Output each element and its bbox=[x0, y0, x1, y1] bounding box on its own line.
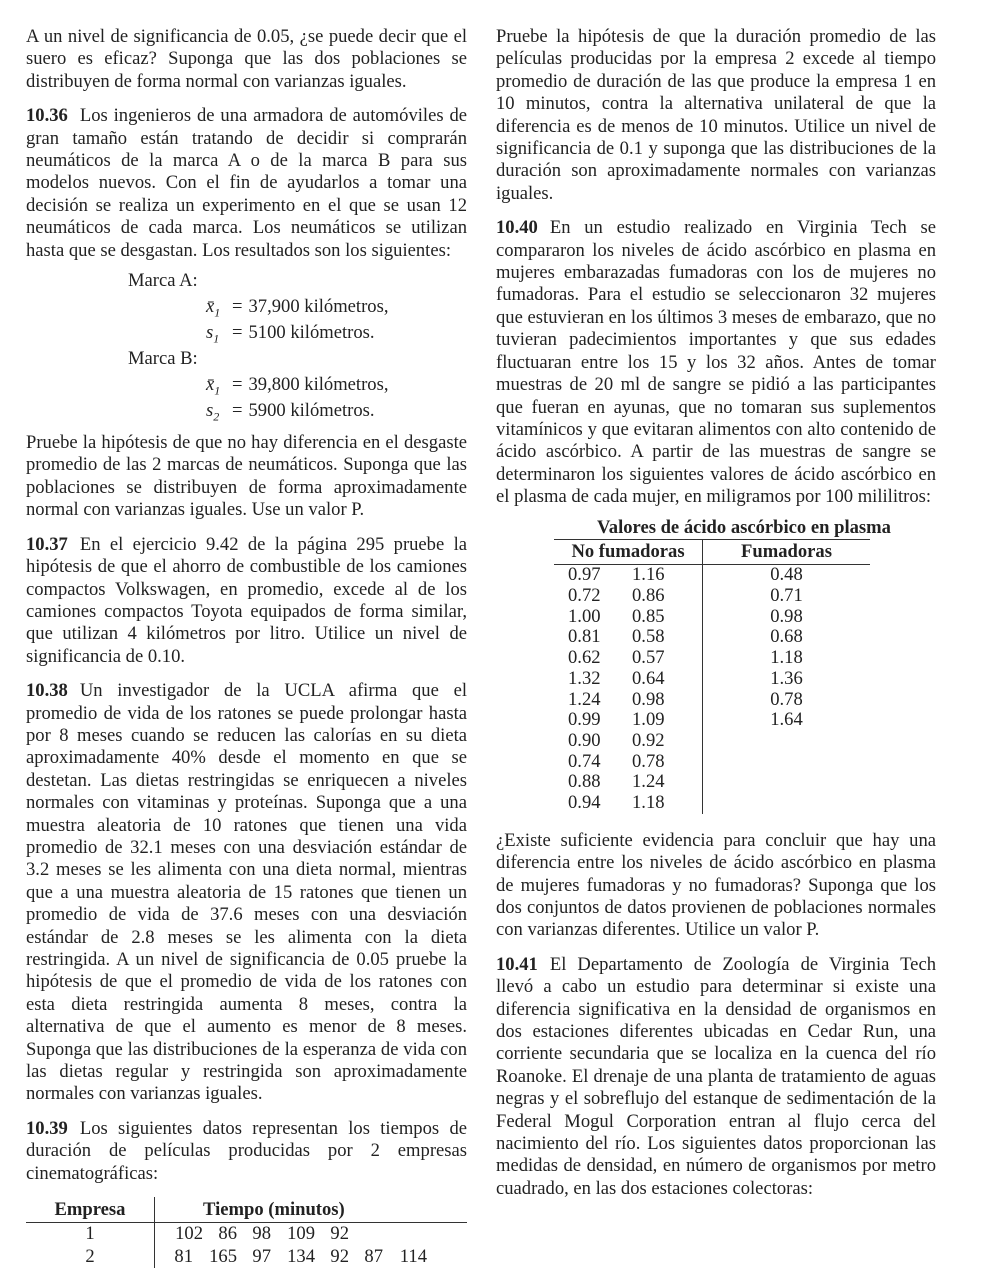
smoker-value: 1.18 bbox=[770, 647, 803, 669]
exercise-number: 10.38 bbox=[26, 680, 68, 702]
smoker-value: 0.98 bbox=[770, 605, 803, 627]
exercise-10-36 bbox=[26, 105, 467, 262]
nonsmoker-value: 1.09 bbox=[632, 709, 665, 731]
nonsmoker-value: 0.97 bbox=[568, 564, 601, 586]
ascorbic-acid-table bbox=[554, 539, 870, 814]
smoker-value bbox=[703, 772, 871, 793]
exercise-10-39 bbox=[26, 1118, 467, 1185]
nonsmoker-value: 1.16 bbox=[632, 564, 665, 586]
intro-paragraph: A un nivel de significancia de 0.05, ¿se puede decir que el suero es eficaz? Suponga que las dos poblaciones se distribuyen de forma normal con varianzas iguales. bbox=[26, 26, 467, 92]
nonsmoker-value: 0.57 bbox=[632, 647, 665, 669]
time-value: 86 bbox=[218, 1223, 237, 1245]
column-header-time: Tiempo (minutos) bbox=[155, 1197, 468, 1223]
table-row bbox=[554, 731, 870, 752]
smoker-value: 1.64 bbox=[770, 709, 803, 731]
exercise-number: 10.37 bbox=[26, 533, 68, 555]
table-row bbox=[554, 690, 870, 711]
nonsmoker-cell bbox=[554, 772, 703, 793]
smoker-value: 1.36 bbox=[770, 667, 803, 689]
exercise-text: Los ingenieros de una armadora de automóviles de gran tamaño están tratando de decidir si comprarán neumáticos de la marca A o de la marca B para sus modelos nuevos. Con el fin de ayudarlos a tomar una decisión se realiza un experimento en el que se usan 12 neumáticos de cada marca. Los neumáticos se utilizan hasta que se desgastan. Los resultados son los siguientes: bbox=[26, 105, 467, 261]
exercise-text: El Departamento de Zoología de Virginia Tech llevó a cabo un estudio para determinar si existe una diferencia significativa en la densidad de organismos en dos estaciones diferentes ubicadas en Cedar Run, una corriente secundaria que se localiza en la cuenca del río Roanoke. El drenaje de una planta de tratamiento de aguas negras y el sobreflujo del estanque de sedimentación de la Federal Mogul Corporation entran al flujo cerca del nacimiento del río. Los siguientes datos proporcionan las medidas de densidad, en número de organismos por metro cuadrado, en las dos estaciones colectoras: bbox=[496, 953, 936, 1199]
times-cell bbox=[155, 1246, 468, 1268]
column-header-smokers: Fumadoras bbox=[703, 539, 871, 564]
nonsmoker-value: 0.90 bbox=[568, 729, 601, 751]
exercise-10-40 bbox=[496, 217, 936, 508]
nonsmoker-value: 0.64 bbox=[632, 667, 665, 689]
nonsmoker-value: 0.74 bbox=[568, 750, 601, 772]
nonsmoker-value: 1.24 bbox=[568, 688, 601, 710]
time-value: 87 bbox=[364, 1245, 383, 1267]
table-row bbox=[554, 648, 870, 669]
nonsmoker-cell bbox=[554, 690, 703, 711]
nonsmoker-cell bbox=[554, 793, 703, 814]
nonsmoker-value: 0.72 bbox=[568, 585, 601, 607]
nonsmoker-value: 1.32 bbox=[568, 667, 601, 689]
time-value: 98 bbox=[252, 1223, 271, 1245]
right-column bbox=[496, 26, 936, 1200]
time-value: 134 bbox=[287, 1245, 315, 1267]
time-value: 165 bbox=[209, 1245, 237, 1267]
nonsmoker-cell bbox=[554, 586, 703, 607]
smoker-value: 0.68 bbox=[770, 626, 803, 648]
exercise-text: Un investigador de la UCLA afirma que el promedio de vida de los ratones se puede prolongar hasta por 8 meses cuando se reducen las calorías en su dieta aproximadamente 40% desde el momento en que se destetan. Las dietas restringidas se enriquecen a niveles normales con vitaminas y proteínas. Suponga que a una muestra aleatoria de 10 ratones que tienen una vida promedio de 32.1 meses con una desviación estándar de 3.2 meses se les alimenta con una dieta normal, mientras que a una muestra aleatoria de 15 ratones que tienen un promedio de vida de 37.6 meses con una desviación estándar de 2.8 meses se les alimenta con la dieta restringida. A un nivel de significancia de 0.05 pruebe la hipótesis de que el promedio de vida de los ratones con esta dieta restringida aumenta 8 meses, contra la alternativa de que el aumento es menor de 8 meses. Suponga que las distribuciones de la esperanza de vida con las dietas regular y restringida son aproximadamente normales con varianzas iguales. bbox=[26, 680, 467, 1105]
table-row bbox=[26, 1223, 467, 1246]
exercise-number: 10.40 bbox=[496, 217, 538, 239]
film-duration-table bbox=[26, 1197, 467, 1268]
brand-b-label: Marca B: bbox=[128, 348, 198, 370]
nonsmoker-value: 1.00 bbox=[568, 605, 601, 627]
exercise-10-40-question: ¿Existe suficiente evidencia para concluir que hay una diferencia entre los niveles de ácido ascórbico en plasma de mujeres fumadoras y no fumadoras? Suponga que los dos conjuntos de datos provienen de poblaciones normales con varianzas diferentes. Utilice un valor P. bbox=[496, 829, 936, 941]
brand-a-mean: $x̄_1 = 37,900$ kilómetros, bbox=[206, 296, 389, 320]
exercise-10-36-question: Pruebe la hipótesis de que no hay diferencia en el desgaste promedio de las 2 marcas de neumáticos. Suponga que las poblaciones se distribuyen de forma aproximadamente normal con varianzas iguales. Use un valor P. bbox=[26, 432, 467, 521]
nonsmoker-cell bbox=[554, 731, 703, 752]
smoker-value: 0.71 bbox=[770, 585, 803, 607]
exercise-number: 10.41 bbox=[496, 953, 538, 975]
exercise-10-38 bbox=[26, 680, 467, 1106]
table-row bbox=[554, 772, 870, 793]
table-row bbox=[554, 586, 870, 607]
nonsmoker-cell bbox=[554, 648, 703, 669]
nonsmoker-value: 0.58 bbox=[632, 626, 665, 648]
exercise-10-39-continuation: Pruebe la hipótesis de que la duración promedio de las películas producidas por la empresa 2 excede al tiempo promedio de duración de las que produce la empresa 1 en 10 minutos, contra la alternativa unilateral de que la diferencia es de menos de 10 minutos. Utilice un nivel de significancia de 0.1 y suponga que las distribuciones de la duración son aproximadamente normales con varianzas iguales. bbox=[496, 26, 936, 204]
exercise-text: En el ejercicio 9.42 de la página 295 pruebe la hipótesis de que el ahorro de combustible de los camiones compactos Volkswagen, en promedio, excede al de los camiones compactos Toyota equipados de forma similar, que utilizan 4 kilómetros por litro. Utilice un nivel de significancia de 0.10. bbox=[26, 533, 467, 667]
brand-b-sd-value: 5900 kilómetros. bbox=[248, 400, 375, 422]
nonsmoker-cell bbox=[554, 752, 703, 773]
time-value: 109 bbox=[287, 1223, 315, 1245]
nonsmoker-cell bbox=[554, 565, 703, 586]
brand-a-sd: $s_1 = 5100$ kilómetros. bbox=[206, 322, 375, 346]
time-value: 114 bbox=[399, 1245, 427, 1267]
nonsmoker-cell bbox=[554, 669, 703, 690]
table-row bbox=[554, 565, 870, 586]
table-row bbox=[554, 793, 870, 814]
exercise-10-37 bbox=[26, 534, 467, 668]
nonsmoker-value: 0.88 bbox=[568, 771, 601, 793]
tire-results bbox=[26, 268, 467, 424]
smoker-value: 0.48 bbox=[770, 564, 803, 586]
smoker-value bbox=[703, 752, 871, 773]
nonsmoker-value: 0.94 bbox=[568, 792, 601, 814]
time-value: 81 bbox=[174, 1245, 193, 1267]
brand-a-mean-value: 37,900 kilómetros, bbox=[248, 296, 389, 318]
table-row bbox=[554, 627, 870, 648]
brand-a-label: Marca A: bbox=[128, 270, 198, 292]
table-row bbox=[554, 710, 870, 731]
nonsmoker-value: 0.78 bbox=[632, 750, 665, 772]
nonsmoker-value: 1.24 bbox=[632, 771, 665, 793]
time-value: 92 bbox=[330, 1223, 349, 1245]
nonsmoker-value: 0.99 bbox=[568, 709, 601, 731]
times-cell bbox=[155, 1223, 468, 1246]
exercise-10-41 bbox=[496, 954, 936, 1200]
nonsmoker-cell bbox=[554, 627, 703, 648]
nonsmoker-value: 0.98 bbox=[632, 688, 665, 710]
table-row bbox=[554, 752, 870, 773]
nonsmoker-value: 0.85 bbox=[632, 605, 665, 627]
nonsmoker-value: 0.86 bbox=[632, 585, 665, 607]
time-value: 92 bbox=[330, 1245, 349, 1267]
brand-b-sd: $s_2 = 5900$ kilómetros. bbox=[206, 400, 375, 424]
nonsmoker-value: 0.92 bbox=[632, 729, 665, 751]
exercise-text: En un estudio realizado en Virginia Tech se compararon los niveles de ácido ascórbico en plasma en mujeres embarazadas fumadoras con los de mujeres no fumadoras. Para el estudio se seleccionaron 32 mujeres que estuvieran en los últimos 3 meses de embarazo, que no tuvieran padecimientos importantes y que sus edades fluctuaran entre los 15 y los 32 años. Antes de tomar muestras de 20 ml de sangre se pidió a las participantes que fueran en ayunas, que no tomaran sus suplementos vitamínicos y que evitaran alimentos con alto contenido de ácido ascórbico. A partir de las muestras de sangre se determinaron los siguientes valores de ácido ascórbico en el plasma de cada mujer, en miligramos por 100 mililitros: bbox=[496, 217, 936, 508]
nonsmoker-value: 0.81 bbox=[568, 626, 601, 648]
brand-b-mean: $x̄_1 = 39,800$ kilómetros, bbox=[206, 374, 389, 398]
ascorbic-table-title: Valores de ácido ascórbico en plasma bbox=[597, 516, 891, 538]
brand-a-sd-value: 5100 kilómetros. bbox=[248, 322, 375, 344]
company-cell: 2 bbox=[26, 1246, 155, 1268]
brand-b-mean-value: 39,800 kilómetros, bbox=[248, 374, 389, 396]
exercise-text: Los siguientes datos representan los tiempos de duración de películas producidas por 2 empresas cinematográficas: bbox=[26, 1117, 467, 1184]
smoker-value: 0.78 bbox=[770, 688, 803, 710]
table-row bbox=[554, 669, 870, 690]
exercise-number: 10.39 bbox=[26, 1117, 68, 1139]
table-row bbox=[26, 1246, 467, 1268]
column-header-company: Empresa bbox=[26, 1197, 155, 1223]
time-value: 102 bbox=[175, 1223, 203, 1245]
company-cell: 1 bbox=[26, 1223, 155, 1246]
left-column bbox=[26, 26, 467, 1268]
column-header-nonsmokers: No fumadoras bbox=[554, 539, 703, 564]
time-value: 97 bbox=[252, 1245, 271, 1267]
exercise-number: 10.36 bbox=[26, 105, 68, 127]
nonsmoker-value: 1.18 bbox=[632, 792, 665, 814]
nonsmoker-cell bbox=[554, 710, 703, 731]
smoker-value bbox=[703, 793, 871, 814]
table-row bbox=[554, 607, 870, 628]
nonsmoker-cell bbox=[554, 607, 703, 628]
nonsmoker-value: 0.62 bbox=[568, 647, 601, 669]
smoker-value bbox=[703, 731, 871, 752]
